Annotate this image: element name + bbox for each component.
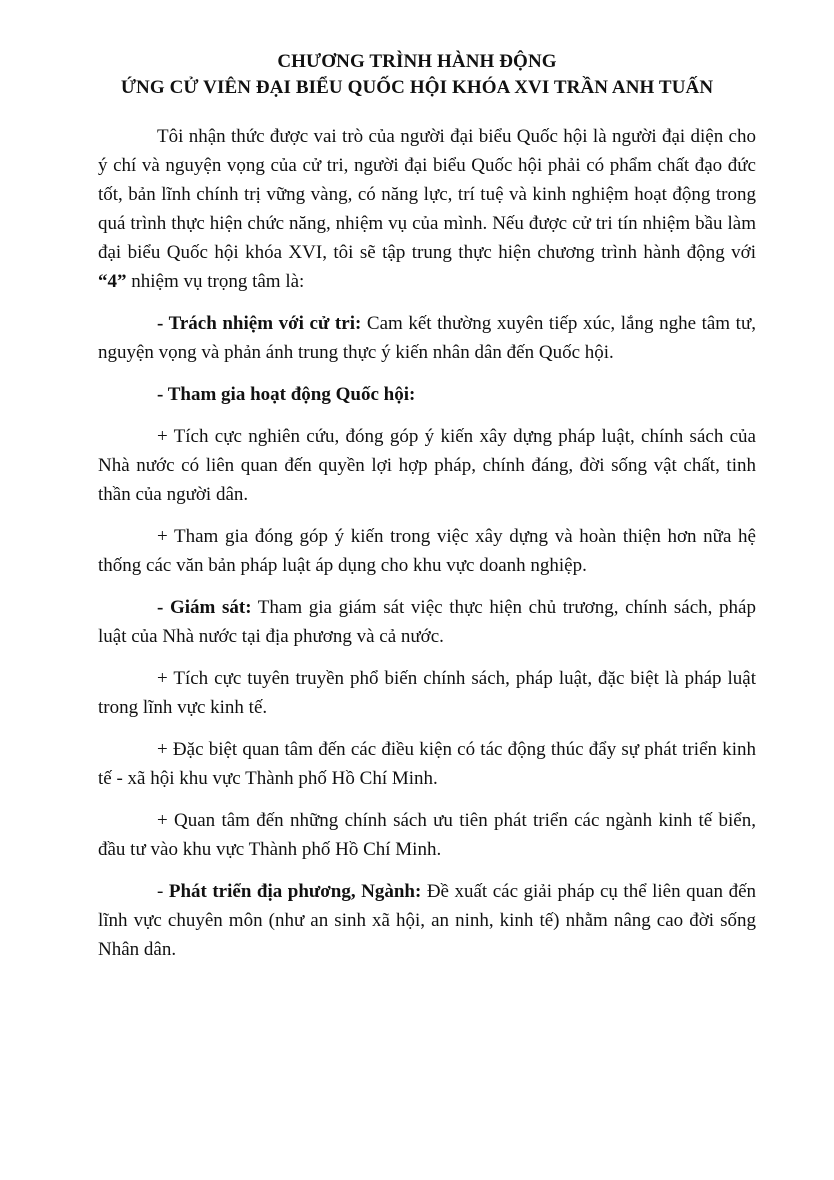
item-local-development	[98, 877, 756, 964]
item3-text: Tham gia giám sát việc thực hiện chủ trương, chính sách, pháp luật của Nhà nước tại địa phương và cả nước.	[98, 597, 756, 647]
document-title-line2: ỨNG CỬ VIÊN ĐẠI BIỂU QUỐC HỘI KHÓA XVI TRẦN ANH TUẤN	[120, 77, 714, 98]
item-national-assembly	[98, 380, 756, 409]
item4-heading: Phát triển địa phương, Ngành:	[168, 881, 422, 902]
document-title-line1: CHƯƠNG TRÌNH HÀNH ĐỘNG	[277, 51, 557, 72]
item-supervision	[98, 593, 756, 651]
item4-text: Đề xuất các giải pháp cụ thể liên quan đến lĩnh vực chuyên môn (như an sinh xã hội, an ninh, kinh tế) nhằm nâng cao đời sống Nhân dân.	[98, 881, 757, 960]
item3-sub1: + Tích cực tuyên truyền phổ biến chính sách, pháp luật, đặc biệt là pháp luật trong lĩnh vực kinh tế.	[98, 668, 756, 718]
intro-text-before: Tôi nhận thức được vai trò của người đại biểu Quốc hội là người đại diện cho ý chí và nguyện vọng của cử tri, người đại biểu Quốc hội phải có phẩm chất đạo đức tốt, bản lĩnh chính trị vững vàng, có năng lực, trí tuệ và kinh nghiệm hoạt động trong quá trình thực hiện chức năng, nhiệm vụ của mình. Nếu được cử tri tín nhiệm bầu làm đại biểu Quốc hội khóa XVI, tôi sẽ tập trung thực hiện chương trình hành động với	[98, 126, 756, 263]
item2-sub1: + Tích cực nghiên cứu, đóng góp ý kiến xây dựng pháp luật, chính sách của Nhà nước có liên quan đến quyền lợi hợp pháp, chính đáng, đời sống vật chất, tinh thần của người dân.	[98, 426, 756, 505]
item1-heading: - Trách nhiệm với cử tri:	[157, 313, 362, 334]
item3-sub2: + Đặc biệt quan tâm đến các điều kiện có tác động thúc đẩy sự phát triển kinh tế - xã hội khu vực Thành phố Hồ Chí Minh.	[98, 739, 756, 789]
item3-heading: - Giám sát:	[157, 597, 252, 618]
intro-paragraph	[98, 122, 756, 296]
item-voters-responsibility	[98, 309, 756, 367]
item2-heading: - Tham gia hoạt động Quốc hội:	[157, 384, 416, 405]
item2-sub2: + Tham gia đóng góp ý kiến trong việc xây dựng và hoàn thiện hơn nữa hệ thống các văn bản pháp luật áp dụng cho khu vực doanh nghiệp.	[98, 526, 756, 576]
item3-sub3: + Quan tâm đến những chính sách ưu tiên phát triển các ngành kinh tế biển, đầu tư vào khu vực Thành phố Hồ Chí Minh.	[98, 810, 756, 860]
intro-text-after: nhiệm vụ trọng tâm là:	[126, 271, 305, 292]
intro-bold-count: “4”	[98, 271, 127, 292]
item1-text: Cam kết thường xuyên tiếp xúc, lắng nghe tâm tư, nguyện vọng và phản ánh trung thực ý kiến nhân dân đến Quốc hội.	[98, 313, 756, 363]
document-body	[98, 122, 756, 977]
item4-prefix: -	[157, 881, 169, 902]
